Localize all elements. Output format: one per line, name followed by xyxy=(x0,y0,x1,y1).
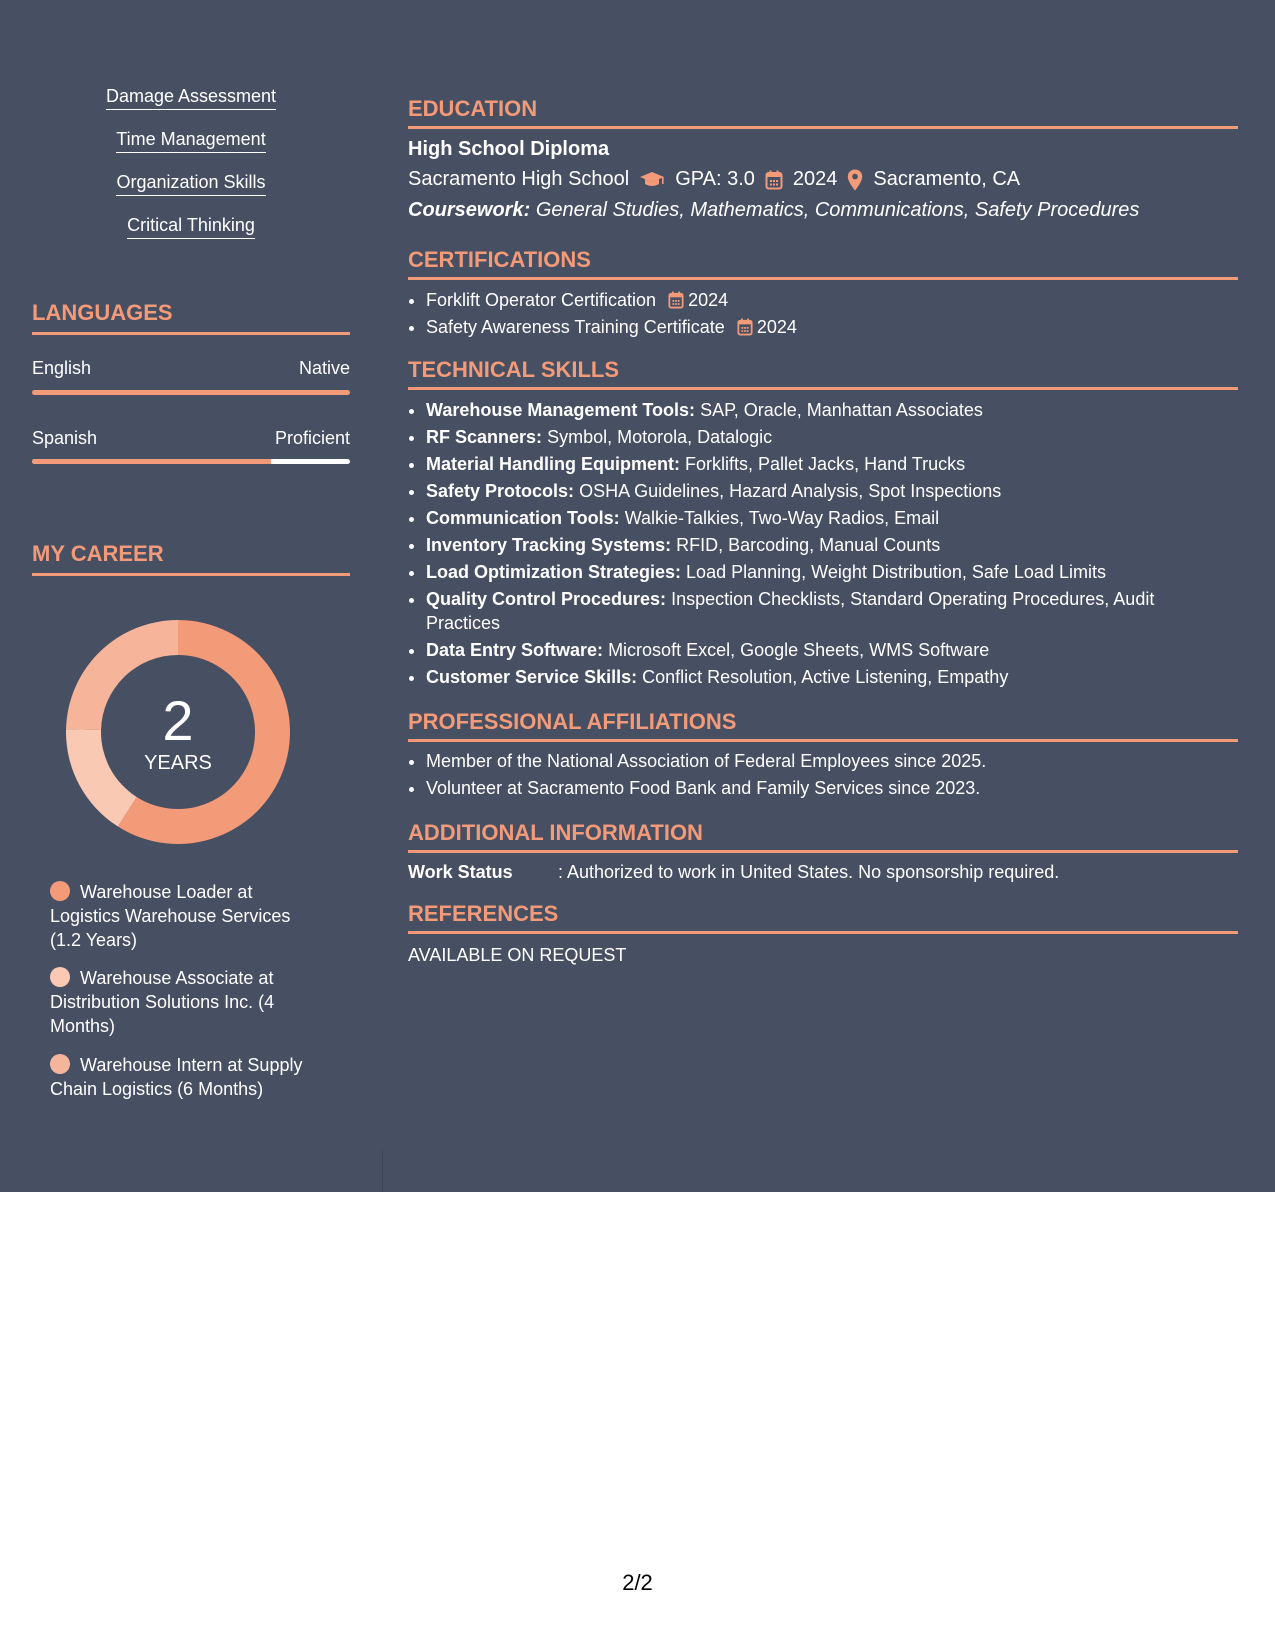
language-bar xyxy=(32,390,350,395)
graduation-cap-icon xyxy=(639,171,665,189)
donut-center xyxy=(66,620,290,844)
career-years-label: YEARS xyxy=(144,752,212,774)
technical-skill-item: • Safety Protocols: OSHA Guidelines, Hazard Analysis, Spot Inspections xyxy=(426,479,1206,503)
language-row xyxy=(32,428,350,449)
certifications-heading: CERTIFICATIONS xyxy=(408,247,1238,280)
legend-dot-icon xyxy=(50,1054,70,1074)
technical-skill-item: • Load Optimization Strategies: Load Planning, Weight Distribution, Safe Load Limits xyxy=(426,560,1206,584)
legend-dot-icon xyxy=(50,967,70,987)
education-school: Sacramento High School xyxy=(408,168,630,190)
language-row xyxy=(32,358,350,379)
technical-skill-item: • Data Entry Software: Microsoft Excel, Google Sheets, WMS Software xyxy=(426,638,1206,662)
technical-skills-heading: TECHNICAL SKILLS xyxy=(408,357,1238,390)
language-name: English xyxy=(32,358,92,378)
language-bar-fill xyxy=(32,459,271,464)
work-status-value: : Authorized to work in United States. No sponsorship required. xyxy=(558,862,1060,882)
language-name: Spanish xyxy=(32,428,98,448)
technical-skill-item: • Warehouse Management Tools: SAP, Oracle, Manhattan Associates xyxy=(426,398,1206,422)
coursework-text: General Studies, Mathematics, Communications, Safety Procedures xyxy=(535,199,1140,221)
technical-skill-item: • Quality Control Procedures: Inspection Checklists, Standard Operating Procedures, Audit Practices xyxy=(426,587,1206,635)
career-heading: MY CAREER xyxy=(32,541,350,576)
education-coursework xyxy=(408,199,1139,222)
page-number: 2/2 xyxy=(622,1570,653,1595)
career-legend-item: Warehouse Associate at Distribution Solutions Inc. (4 Months) xyxy=(50,968,275,1036)
language-level: Proficient xyxy=(274,428,350,448)
technical-skill-item: • Inventory Tracking Systems: RFID, Barcoding, Manual Counts xyxy=(426,533,1206,557)
education-heading: EDUCATION xyxy=(408,96,1238,129)
education-location: Sacramento, CA xyxy=(873,168,1021,190)
skill-item: Critical Thinking xyxy=(32,215,350,239)
technical-skill-item: • RF Scanners: Symbol, Motorola, Datalogic xyxy=(426,425,1206,449)
technical-skills-list xyxy=(426,398,1206,692)
education-degree: High School Diploma xyxy=(408,138,610,160)
affiliations-heading: PROFESSIONAL AFFILIATIONS xyxy=(408,709,1238,742)
certifications-list xyxy=(426,288,1226,342)
language-bar xyxy=(32,459,350,464)
education-gpa: GPA: 3.0 xyxy=(675,168,755,190)
work-status-row xyxy=(408,862,1059,883)
work-status-key: Work Status xyxy=(408,862,513,882)
career-legend-item: Warehouse Loader at Logistics Warehouse Services (1.2 Years) xyxy=(50,882,291,950)
skill-item: Damage Assessment xyxy=(32,86,350,110)
skill-item: Time Management xyxy=(32,129,350,153)
references-heading: REFERENCES xyxy=(408,901,1238,934)
affiliation-item: • Volunteer at Sacramento Food Bank and Family Services since 2023. xyxy=(426,776,1226,800)
certification-item: • Safety Awareness Training Certificate 2024 xyxy=(426,315,1226,339)
references-text: AVAILABLE ON REQUEST xyxy=(408,945,627,965)
additional-info-heading: ADDITIONAL INFORMATION xyxy=(408,820,1238,853)
career-donut-chart xyxy=(66,620,290,844)
education-details xyxy=(408,168,1020,191)
career-legend-item: Warehouse Intern at Supply Chain Logistics (6 Months) xyxy=(50,1055,303,1099)
language-level: Native xyxy=(298,358,350,378)
technical-skill-item: • Material Handling Equipment: Forklifts, Pallet Jacks, Hand Trucks xyxy=(426,452,1206,476)
education-year: 2024 xyxy=(792,168,838,190)
calendar-icon xyxy=(765,170,783,190)
certification-item: • Forklift Operator Certification 2024 xyxy=(426,288,1226,312)
technical-skill-item: • Customer Service Skills: Conflict Resolution, Active Listening, Empathy xyxy=(426,665,1206,689)
languages-heading: LANGUAGES xyxy=(32,300,350,335)
language-bar-fill xyxy=(32,390,350,395)
calendar-icon xyxy=(737,318,753,336)
affiliation-item: • Member of the National Association of Federal Employees since 2025. xyxy=(426,749,1226,773)
calendar-icon xyxy=(668,291,684,309)
location-pin-icon xyxy=(847,169,863,191)
career-years-number: 2 xyxy=(162,689,194,752)
column-divider xyxy=(382,1150,383,1192)
skill-item: Organization Skills xyxy=(32,172,350,196)
coursework-label: Coursework: xyxy=(408,199,531,221)
affiliations-list xyxy=(426,749,1226,803)
technical-skill-item: • Communication Tools: Walkie-Talkies, Two-Way Radios, Email xyxy=(426,506,1206,530)
legend-dot-icon xyxy=(50,881,70,901)
